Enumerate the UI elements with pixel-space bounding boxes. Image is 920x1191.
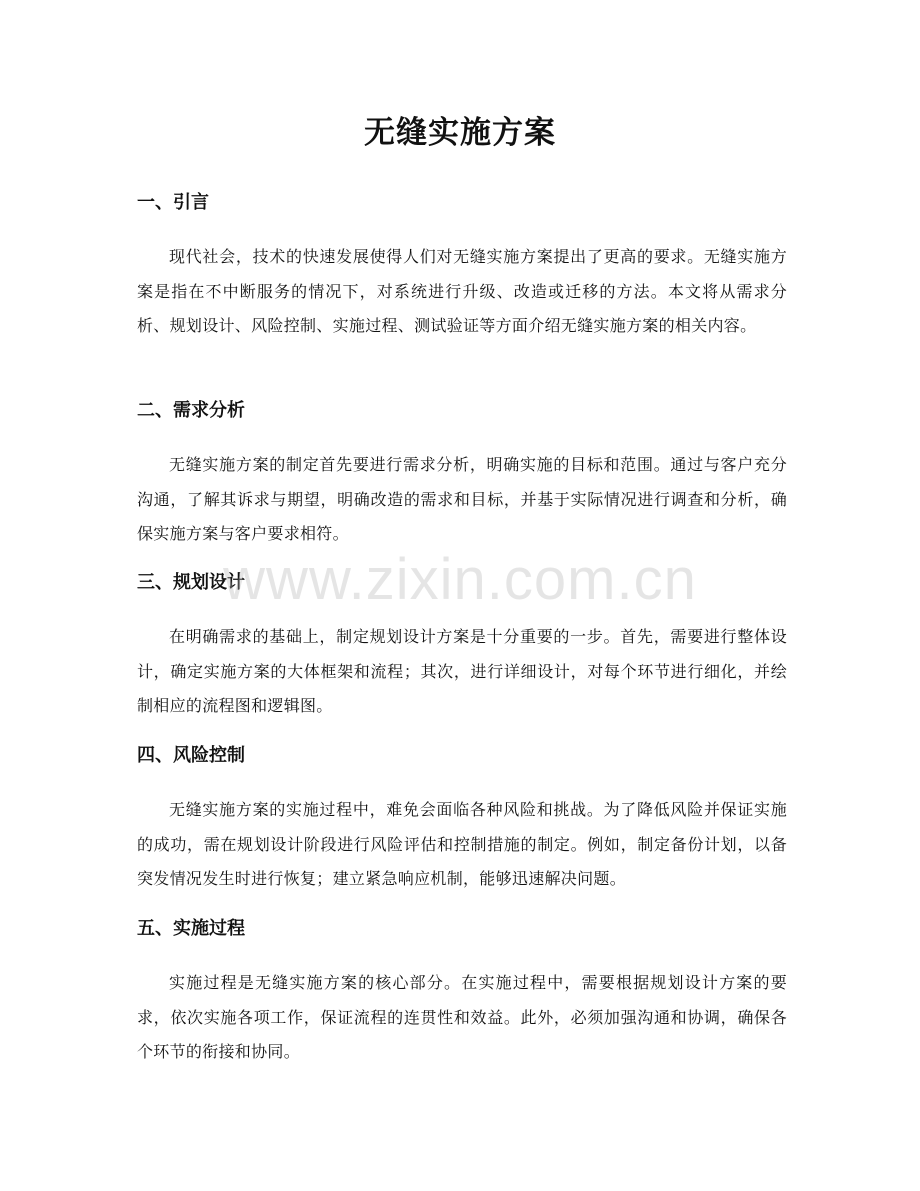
section-implementation-process (137, 916, 787, 1070)
section-planning-design (137, 570, 787, 724)
section-heading: 三、规划设计 (137, 572, 245, 593)
section-heading: 四、风险控制 (137, 745, 245, 766)
section-paragraph: 现代社会，技术的快速发展使得人们对无缝实施方案提出了更高的要求。无缝实施方案是指在不中断服务的情况下，对系统进行升级、改造或迁移的方法。本文将从需求分析、规划设计、风险控制、实施过程、测试验证等方面介绍无缝实施方案的相关内容。 (137, 247, 787, 335)
document-title: 无缝实施方案 (364, 115, 556, 151)
section-paragraph: 无缝实施方案的制定首先要进行需求分析，明确实施的目标和范围。通过与客户充分沟通，了解其诉求与期望，明确改造的需求和目标，并基于实际情况进行调查和分析，确保实施方案与客户要求相符。 (137, 455, 787, 543)
section-requirements-analysis (137, 398, 787, 552)
section-heading: 一、引言 (137, 192, 209, 213)
section-introduction (137, 190, 787, 344)
section-heading: 五、实施过程 (137, 918, 245, 939)
section-paragraph: 实施过程是无缝实施方案的核心部分。在实施过程中，需要根据规划设计方案的要求，依次实施各项工作，保证流程的连贯性和效益。此外，必须加强沟通和协调，确保各个环节的衔接和协同。 (137, 973, 787, 1061)
section-paragraph: 在明确需求的基础上，制定规划设计方案是十分重要的一步。首先，需要进行整体设计，确定实施方案的大体框架和流程；其次，进行详细设计，对每个环节进行细化，并绘制相应的流程图和逻辑图。 (137, 627, 787, 715)
section-paragraph: 无缝实施方案的实施过程中，难免会面临各种风险和挑战。为了降低风险并保证实施的成功，需在规划设计阶段进行风险评估和控制措施的制定。例如，制定备份计划，以备突发情况发生时进行恢复；建立紧急响应机制，能够迅速解决问题。 (137, 800, 787, 888)
section-heading: 二、需求分析 (137, 400, 245, 421)
watermark: www.zixin.com.cn (223, 547, 697, 612)
section-risk-control (137, 743, 787, 897)
